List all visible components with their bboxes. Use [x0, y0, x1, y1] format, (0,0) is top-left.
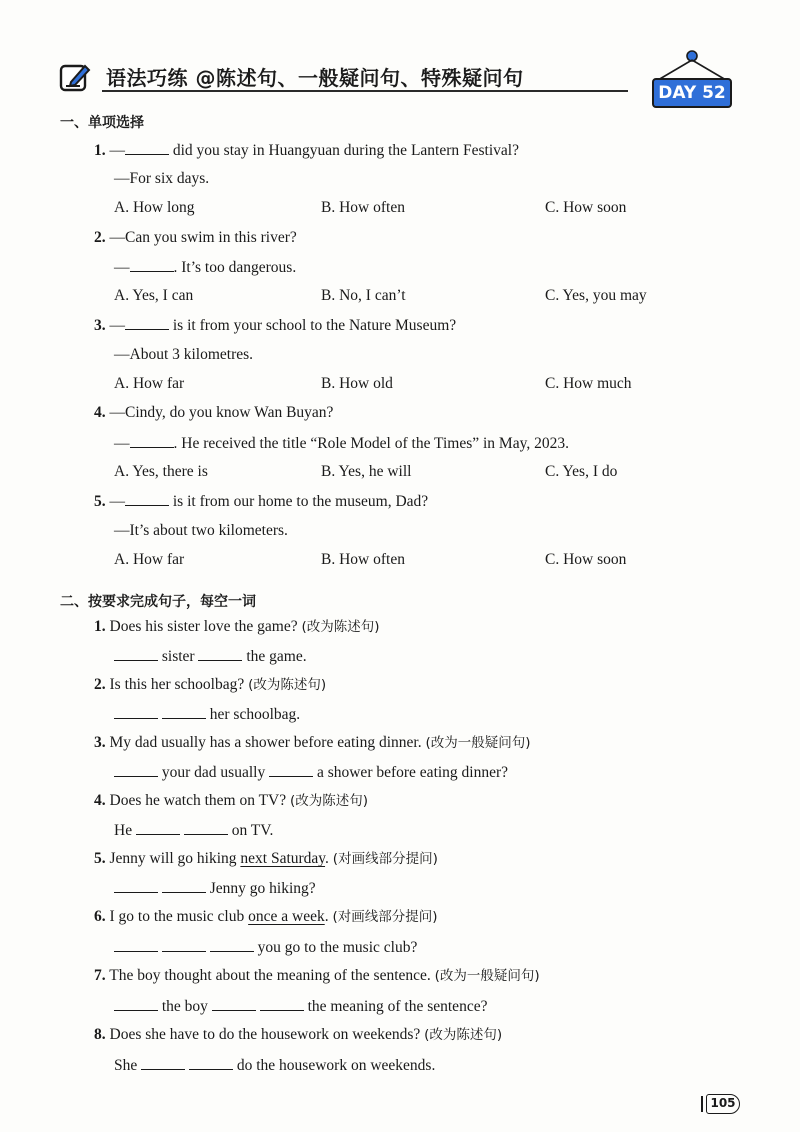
- answer-blank[interactable]: [212, 996, 256, 1011]
- question-5: 5. — is it from our home to the museum, Dad?: [94, 493, 429, 510]
- day-badge-hanger: [648, 48, 736, 114]
- rewrite-item-5-answer: Jenny go hiking?: [114, 878, 316, 899]
- header-underline: [102, 90, 628, 92]
- answer-blank[interactable]: [184, 820, 228, 835]
- rewrite-item-5: 5. Jenny will go hiking next Saturday. (对画线部分提问): [94, 850, 438, 867]
- question-5-option-a[interactable]: A. How far: [114, 551, 185, 568]
- answer-blank[interactable]: [260, 996, 304, 1011]
- section-title-single-choice: 一、单项选择: [60, 115, 144, 131]
- rewrite-item-2-answer: her schoolbag.: [114, 704, 300, 725]
- question-3-reply: —About 3 kilometres.: [114, 346, 254, 363]
- answer-blank[interactable]: [114, 996, 158, 1011]
- rewrite-item-3: 3. My dad usually has a shower before eating dinner. (改为一般疑问句): [94, 734, 531, 751]
- page-number-tick: [701, 1096, 703, 1112]
- rewrite-item-8-answer: She do the housework on weekends.: [114, 1057, 436, 1074]
- question-4-option-a[interactable]: A. Yes, there is: [114, 463, 208, 480]
- question-2-option-c[interactable]: C. Yes, you may: [545, 287, 647, 304]
- rewrite-item-8: 8. Does she have to do the housework on weekends? (改为陈述句): [94, 1026, 503, 1043]
- question-5-reply: —It’s about two kilometers.: [114, 522, 288, 539]
- question-2-reply: — . It’s too dangerous.: [114, 259, 297, 276]
- question-4-option-c[interactable]: C. Yes, I do: [545, 463, 618, 480]
- answer-blank[interactable]: [125, 491, 169, 506]
- answer-blank[interactable]: [162, 878, 206, 893]
- underlined-phrase: once a week: [248, 908, 325, 925]
- rewrite-item-1: 1. Does his sister love the game? (改为陈述句): [94, 618, 380, 635]
- answer-blank[interactable]: [114, 937, 158, 952]
- day-badge: DAY 52: [652, 78, 732, 108]
- answer-blank[interactable]: [125, 315, 169, 330]
- rewrite-item-1-answer: sister the game.: [114, 646, 307, 667]
- question-1-reply: —For six days.: [114, 170, 210, 187]
- page-title: 语法巧练 @陈述句、一般疑问句、特殊疑问句: [106, 66, 524, 90]
- answer-blank[interactable]: [141, 1055, 185, 1070]
- question-3-option-a[interactable]: A. How far: [114, 375, 185, 392]
- answer-blank[interactable]: [130, 257, 174, 272]
- underlined-phrase: next Saturday: [240, 850, 326, 867]
- question-1-option-c[interactable]: C. How soon: [545, 199, 627, 216]
- answer-blank[interactable]: [114, 878, 158, 893]
- answer-blank[interactable]: [210, 937, 254, 952]
- question-2-option-b[interactable]: B. No, I can’t: [321, 287, 406, 304]
- answer-blank[interactable]: [125, 140, 169, 155]
- rewrite-item-3-answer: your dad usually a shower before eating dinner?: [114, 762, 508, 783]
- question-1-option-b[interactable]: B. How often: [321, 199, 405, 216]
- question-4: 4. —Cindy, do you know Wan Buyan?: [94, 404, 334, 421]
- rewrite-item-7-answer: the boy the meaning of the sentence?: [114, 996, 487, 1017]
- question-1-option-a[interactable]: A. How long: [114, 199, 195, 216]
- answer-blank[interactable]: [162, 937, 206, 952]
- answer-blank[interactable]: [189, 1055, 233, 1070]
- question-5-option-b[interactable]: B. How often: [321, 551, 405, 568]
- rewrite-item-7: 7. The boy thought about the meaning of the sentence. (改为一般疑问句): [94, 967, 540, 984]
- answer-blank[interactable]: [162, 704, 206, 719]
- question-3-option-b[interactable]: B. How old: [321, 375, 393, 392]
- rewrite-item-6: 6. I go to the music club once a week. (对画线部分提问): [94, 908, 438, 925]
- pencil-notebook-icon: [58, 60, 92, 94]
- answer-blank[interactable]: [198, 646, 242, 661]
- question-1: 1. — did you stay in Huangyuan during the Lantern Festival?: [94, 142, 519, 159]
- question-4-reply: — . He received the title “Role Model of the Times” in May, 2023.: [114, 435, 569, 452]
- answer-blank[interactable]: [269, 762, 313, 777]
- page-number: 105: [706, 1094, 740, 1114]
- rewrite-item-2: 2. Is this her schoolbag? (改为陈述句): [94, 676, 327, 693]
- section-title-complete-sentences: 二、按要求完成句子，每空一词: [60, 594, 256, 610]
- rewrite-item-4-answer: He on TV.: [114, 822, 274, 839]
- rewrite-item-6-answer: you go to the music club?: [114, 937, 417, 958]
- answer-blank[interactable]: [114, 762, 158, 777]
- answer-blank[interactable]: [130, 433, 174, 448]
- rewrite-item-4: 4. Does he watch them on TV? (改为陈述句): [94, 792, 369, 809]
- question-2: 2. —Can you swim in this river?: [94, 229, 297, 246]
- header: [58, 58, 628, 98]
- answer-blank[interactable]: [136, 820, 180, 835]
- answer-blank[interactable]: [114, 646, 158, 661]
- question-4-option-b[interactable]: B. Yes, he will: [321, 463, 412, 480]
- question-3-option-c[interactable]: C. How much: [545, 375, 632, 392]
- question-2-option-a[interactable]: A. Yes, I can: [114, 287, 194, 304]
- question-5-option-c[interactable]: C. How soon: [545, 551, 627, 568]
- answer-blank[interactable]: [114, 704, 158, 719]
- question-3: 3. — is it from your school to the Nature Museum?: [94, 317, 457, 334]
